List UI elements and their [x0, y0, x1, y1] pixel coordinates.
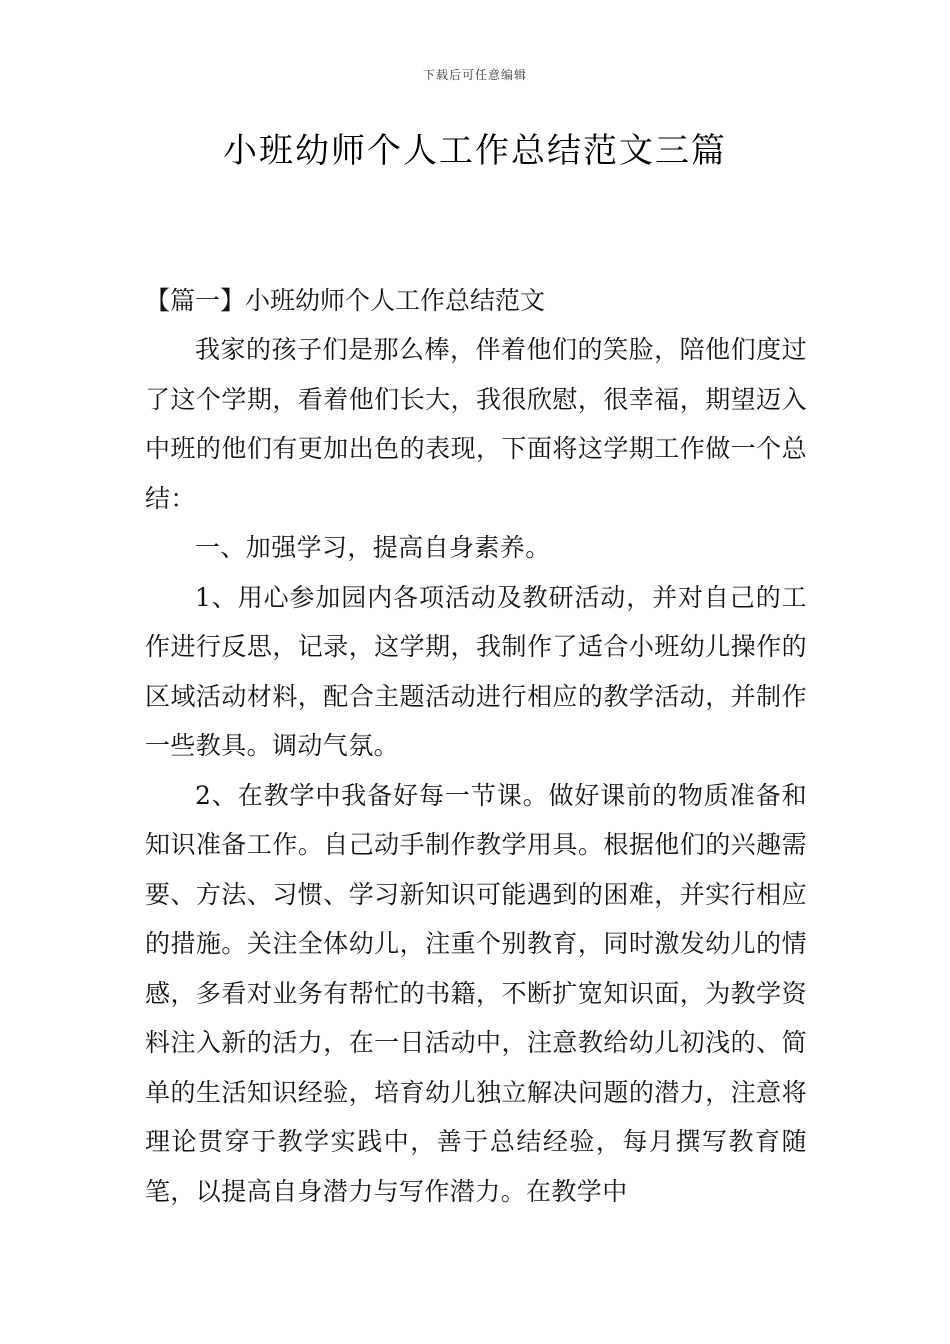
header-note: 下载后可任意编辑 — [422, 68, 527, 82]
paragraph-item-1: 1、用心参加园内各项活动及教研活动，并对自己的工作进行反思，记录，这学期，我制作了适合小班幼儿操作的区域活动材料，配合主题活动进行相应的教学活动，并制作一些教具。调动气氛。 — [145, 582, 807, 760]
paragraph-point-one: 一、加强学习，提高自身素养。 — [195, 533, 551, 562]
document-title: 小班幼师个人工作总结范文三篇 — [223, 131, 727, 171]
section-heading: 【篇一】小班幼师个人工作总结范文 — [145, 286, 546, 315]
document-body — [145, 276, 807, 1216]
paragraph-item-2: 2、在教学中我备好每一节课。做好课前的物质准备和知识准备工作。自己动手制作教学用具。根据他们的兴趣需要、方法、习惯、学习新知识可能遇到的困难，并实行相应的措施。关注全体幼儿，注重个别教育，同时激发幼儿的情感，多看对业务有帮忙的书籍，不断扩宽知识面，为教学资料注入新的活力，在一日活动中，注意教给幼儿初浅的、简单的生活知识经验，培育幼儿独立解决问题的潜力，注意将理论贯穿于教学实践中，善于总结经验，每月撰写教育随笔，以提高自身潜力与写作潜力。在教学中 — [145, 780, 807, 1206]
paragraph-intro: 我家的孩子们是那么棒，伴着他们的笑脸，陪他们度过了这个学期，看着他们长大，我很欣慰，很幸福，期望迈入中班的他们有更加出色的表现，下面将这学期工作做一个总结： — [145, 335, 807, 513]
